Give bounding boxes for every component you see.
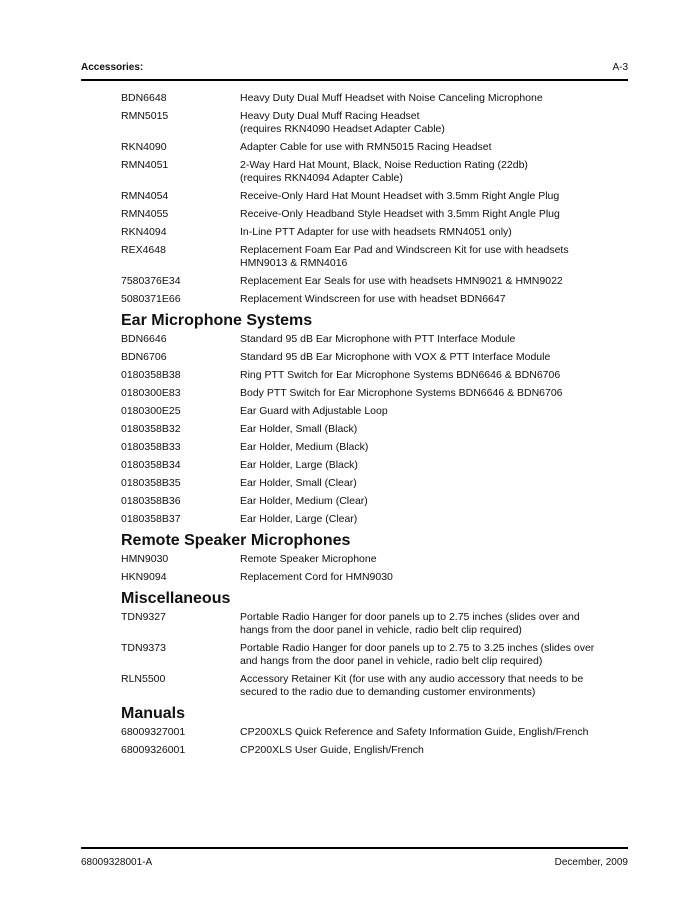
header-rule	[81, 79, 628, 81]
part-number: 0180358B37	[121, 513, 181, 525]
description-line: (requires RKN4094 Adapter Cable)	[240, 172, 403, 184]
section-title: Ear Microphone Systems	[121, 312, 313, 329]
description-line: Portable Radio Hanger for door panels up to 2.75 to 3.25 inches (slides over	[240, 642, 595, 654]
description-line: Adapter Cable for use with RMN5015 Racing Headset	[240, 141, 492, 153]
part-number: 0180358B38	[121, 369, 181, 381]
part-number: 68009326001	[121, 744, 186, 756]
part-description	[240, 244, 631, 270]
part-description	[240, 405, 631, 418]
part-number: 0180300E83	[121, 387, 181, 399]
part-description	[240, 611, 631, 637]
part-number: TDN9373	[121, 642, 166, 654]
page-number: A-3	[612, 62, 628, 73]
part-number: RKN4090	[121, 141, 167, 153]
part-number: 0180358B35	[121, 477, 181, 489]
list-item	[121, 92, 631, 105]
description-line: Replacement Windscreen for use with headset BDN6647	[240, 293, 506, 305]
description-line: Ear Guard with Adjustable Loop	[240, 405, 388, 417]
description-line: Remote Speaker Microphone	[240, 553, 377, 565]
description-line: In-Line PTT Adapter for use with headsets RMN4051 only)	[240, 226, 512, 238]
list-item	[121, 459, 631, 472]
header-title: Accessories:	[81, 62, 144, 73]
part-number: 5080371E66	[121, 293, 181, 305]
list-item	[121, 159, 631, 185]
footer-rule	[81, 847, 628, 849]
part-description	[240, 159, 631, 185]
list-item	[121, 642, 631, 668]
description-line: (requires RKN4090 Headset Adapter Cable)	[240, 123, 445, 135]
part-number: 0180358B32	[121, 423, 181, 435]
section-title: Miscellaneous	[121, 590, 231, 607]
part-number: RKN4094	[121, 226, 167, 238]
description-line: CP200XLS Quick Reference and Safety Information Guide, English/French	[240, 726, 589, 738]
list-item	[121, 141, 631, 154]
description-line: Replacement Ear Seals for use with headsets HMN9021 & HMN9022	[240, 275, 563, 287]
list-item	[121, 369, 631, 382]
list-item	[121, 333, 631, 346]
description-line: Replacement Cord for HMN9030	[240, 571, 393, 583]
part-number: 7580376E34	[121, 275, 181, 287]
part-description	[240, 459, 631, 472]
description-line: Replacement Foam Ear Pad and Windscreen Kit for use with headsets	[240, 244, 569, 256]
part-description	[240, 726, 631, 739]
list-item	[121, 441, 631, 454]
part-description	[240, 369, 631, 382]
description-line: Ear Holder, Small (Black)	[240, 423, 358, 435]
part-description	[240, 744, 631, 757]
part-number: BDN6706	[121, 351, 167, 363]
part-description	[240, 553, 631, 566]
part-description	[240, 387, 631, 400]
description-line: secured to the radio due to demanding customer environments)	[240, 686, 536, 698]
page-header	[81, 62, 628, 73]
list-item	[121, 387, 631, 400]
description-line: Ear Holder, Large (Clear)	[240, 513, 358, 525]
accessory-list	[121, 92, 631, 762]
part-description	[240, 293, 631, 306]
part-description	[240, 351, 631, 364]
part-description	[240, 226, 631, 239]
part-number: RMN5015	[121, 110, 169, 122]
part-description	[240, 423, 631, 436]
list-item	[121, 423, 631, 436]
list-item	[121, 477, 631, 490]
description-line: HMN9013 & RMN4016	[240, 257, 348, 269]
description-line: Body PTT Switch for Ear Microphone Systems BDN6646 & BDN6706	[240, 387, 563, 399]
list-item	[121, 495, 631, 508]
description-line: Standard 95 dB Ear Microphone with PTT Interface Module	[240, 333, 516, 345]
description-line: Heavy Duty Dual Muff Headset with Noise Canceling Microphone	[240, 92, 543, 104]
part-description	[240, 208, 631, 221]
list-item	[121, 611, 631, 637]
list-item	[121, 293, 631, 306]
part-number: 0180358B34	[121, 459, 181, 471]
list-item	[121, 351, 631, 364]
section-title: Remote Speaker Microphones	[121, 532, 351, 549]
description-line: Ear Holder, Medium (Black)	[240, 441, 369, 453]
list-item	[121, 673, 631, 699]
description-line: Receive-Only Headband Style Headset with 3.5mm Right Angle Plug	[240, 208, 560, 220]
part-description	[240, 275, 631, 288]
description-line: Heavy Duty Dual Muff Racing Headset	[240, 110, 420, 122]
part-number: TDN9327	[121, 611, 166, 623]
list-item	[121, 553, 631, 566]
description-line: Standard 95 dB Ear Microphone with VOX & PTT Interface Module	[240, 351, 551, 363]
list-item	[121, 744, 631, 757]
part-description	[240, 441, 631, 454]
part-number: 0180300E25	[121, 405, 181, 417]
part-description	[240, 333, 631, 346]
part-description	[240, 513, 631, 526]
list-item	[121, 726, 631, 739]
doc-date: December, 2009	[554, 857, 628, 868]
description-line: CP200XLS User Guide, English/French	[240, 744, 424, 756]
description-line: hangs from the door panel in vehicle, radio belt clip required)	[240, 624, 522, 636]
list-item	[121, 275, 631, 288]
description-line: Ear Holder, Small (Clear)	[240, 477, 357, 489]
page-footer	[81, 857, 628, 868]
list-item	[121, 513, 631, 526]
description-line: Receive-Only Hard Hat Mount Headset with 3.5mm Right Angle Plug	[240, 190, 560, 202]
section-title: Manuals	[121, 705, 186, 722]
list-item	[121, 226, 631, 239]
part-number: RMN4051	[121, 159, 169, 171]
part-description	[240, 642, 631, 668]
description-line: 2-Way Hard Hat Mount, Black, Noise Reduction Rating (22db)	[240, 159, 528, 171]
list-item	[121, 405, 631, 418]
part-description	[240, 141, 631, 154]
part-number: RMN4054	[121, 190, 169, 202]
list-item	[121, 190, 631, 203]
part-number: HMN9030	[121, 553, 169, 565]
list-item	[121, 110, 631, 136]
part-number: HKN9094	[121, 571, 167, 583]
part-number: 68009327001	[121, 726, 186, 738]
description-line: Accessory Retainer Kit (for use with any audio accessory that needs to be	[240, 673, 584, 685]
description-line: Ear Holder, Medium (Clear)	[240, 495, 368, 507]
part-description	[240, 495, 631, 508]
part-number: RLN5500	[121, 673, 166, 685]
list-item	[121, 208, 631, 221]
doc-number: 68009328001-A	[81, 857, 153, 868]
description-line: Portable Radio Hanger for door panels up to 2.75 inches (slides over and	[240, 611, 580, 623]
part-number: REX4648	[121, 244, 166, 256]
part-description	[240, 571, 631, 584]
part-description	[240, 673, 631, 699]
part-number: 0180358B33	[121, 441, 181, 453]
description-line: Ring PTT Switch for Ear Microphone Systems BDN6646 & BDN6706	[240, 369, 561, 381]
description-line: Ear Holder, Large (Black)	[240, 459, 358, 471]
part-description	[240, 190, 631, 203]
part-number: BDN6646	[121, 333, 167, 345]
part-description	[240, 477, 631, 490]
part-description	[240, 92, 631, 105]
part-number: RMN4055	[121, 208, 169, 220]
part-number: 0180358B36	[121, 495, 181, 507]
description-line: and hangs from the door panel in vehicle, radio belt clip required)	[240, 655, 543, 667]
part-number: BDN6648	[121, 92, 167, 104]
part-description	[240, 110, 631, 136]
list-item	[121, 244, 631, 270]
list-item	[121, 571, 631, 584]
